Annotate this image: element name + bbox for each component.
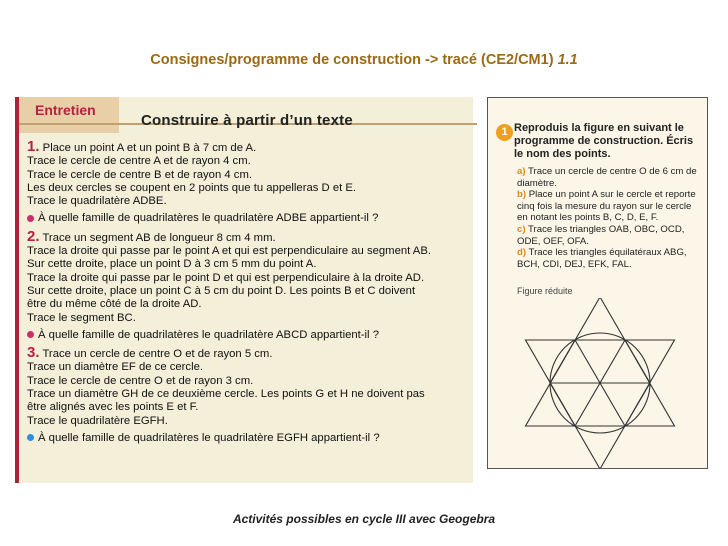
exercise-number-badge: 1 xyxy=(496,124,513,141)
step-a xyxy=(517,166,701,189)
exercise-3-question-text: À quelle famille de quadrilatères le quadrilatère EGFH appartient-il ? xyxy=(38,431,380,444)
step-a-text: Trace un cercle de centre O de 6 cm de diamètre. xyxy=(517,166,697,189)
blue-bullet-icon xyxy=(27,434,34,441)
step-c-text: Trace les triangles OAB, OBC, OCD, ODE, OEF, OFA. xyxy=(517,223,685,247)
exercise-content xyxy=(27,140,467,448)
exercise-2-line-5: être du même côté de la droite AD. xyxy=(27,298,202,311)
exercise-3-line-4: être alignés avec les points E et F. xyxy=(27,401,199,414)
step-d-label: d) xyxy=(517,247,527,259)
triangle-up xyxy=(526,298,675,426)
slide-title xyxy=(0,52,728,68)
step-b-text: Place un point A sur le cercle et reporte cinq fois la mesure du rayon sur le cercle en notant les points B, C, D, E, F. xyxy=(517,189,696,224)
step-d xyxy=(517,247,701,270)
exercise-1-line-2: Trace le cercle de centre B et de rayon 4 cm. xyxy=(27,168,252,181)
star-of-david-figure xyxy=(510,298,690,468)
pink-bullet-icon xyxy=(27,331,34,338)
left-panel-header xyxy=(19,97,473,135)
entretien-tab: Entretien xyxy=(19,97,119,133)
step-d-text: Trace les triangles équilatéraux ABG, BCH, CDI, DEJ, EFK, FAL. xyxy=(517,247,687,270)
slide-title-text: Consignes/programme de construction -> tracé (CE2/CM1) xyxy=(150,52,554,68)
exercise-1-question-text: À quelle famille de quadrilatères le quadrilatère ADBE appartient-il ? xyxy=(38,212,379,225)
exercise-3-line-3: Trace un diamètre GH de ce deuxième cercle. Les points G et H ne doivent pas xyxy=(27,388,425,401)
exercise-2-line-3: Trace la droite qui passe par le point D et qui est perpendiculaire à la droite AD. xyxy=(27,271,425,284)
exercise-2-line-1: Trace la droite qui passe par le point A et qui est perpendiculaire au segment AB. xyxy=(27,245,432,258)
step-b xyxy=(517,189,701,224)
exercise-3-line-5: Trace le quadrilatère EGFH. xyxy=(27,414,168,427)
slide-footer: Activités possibles en cycle III avec Geogebra xyxy=(232,512,496,526)
slide-title-number: 1.1 xyxy=(557,52,578,68)
exercise-2-first xyxy=(27,227,467,245)
exercise-3-line-0: Trace un cercle de centre O et de rayon 5 cm. xyxy=(42,348,273,361)
section-heading: Construire à partir d’un texte xyxy=(141,112,353,129)
exercise-1-line-4: Trace le quadrilatère ADBE. xyxy=(27,195,167,208)
exercise-3-first xyxy=(27,346,467,361)
exercise-2-line-0: Trace un segment AB de longueur 8 cm 4 mm. xyxy=(42,231,276,244)
exercise-1-question xyxy=(27,212,467,225)
step-c-label: c) xyxy=(517,223,526,235)
exercise-2-line-2: Sur cette droite, place un point D à 3 cm 5 mm du point A. xyxy=(27,258,317,271)
figure-caption: Figure réduite xyxy=(517,286,573,296)
exercise-2-question-text: À quelle famille de quadrilatères le quadrilatère ABCD appartient-il ? xyxy=(38,328,379,341)
exercise-2-number: 2. xyxy=(27,227,40,245)
exercise-2-question xyxy=(27,329,467,342)
exercise-1-number: 1. xyxy=(27,138,40,155)
exercise-3-number: 3. xyxy=(27,344,40,362)
exercise-3-question xyxy=(27,432,467,445)
left-exercise-panel xyxy=(15,97,473,483)
exercise-2-line-4: Sur cette droite, place un point C à 5 cm du point D. Les points B et C doivent xyxy=(27,284,416,297)
triangle-down xyxy=(526,340,675,468)
exercise-3-line-1: Trace un diamètre EF de ce cercle. xyxy=(27,361,204,374)
step-b-label: b) xyxy=(517,189,527,201)
exercise-1-line-3: Les deux cercles se coupent en 2 points que tu appelleras D et E. xyxy=(27,181,357,194)
exercise-1-line-0: Place un point A et un point B à 7 cm de A. xyxy=(42,142,257,154)
right-steps xyxy=(517,166,701,270)
exercise-1-first xyxy=(27,140,467,155)
right-exercise-panel xyxy=(487,97,708,469)
step-a-label: a) xyxy=(517,166,526,177)
pink-bullet-icon xyxy=(27,215,34,222)
right-instruction-title: Reproduis la figure en suivant le programme de construction. Écris le nom des points. xyxy=(514,122,694,160)
exercise-1-line-1: Trace le cercle de centre A et de rayon 4 cm. xyxy=(27,155,251,168)
exercise-2-line-6: Trace le segment BC. xyxy=(27,311,136,324)
exercise-3-line-2: Trace le cercle de centre O et de rayon 3 cm. xyxy=(27,374,254,387)
step-c xyxy=(517,224,701,247)
